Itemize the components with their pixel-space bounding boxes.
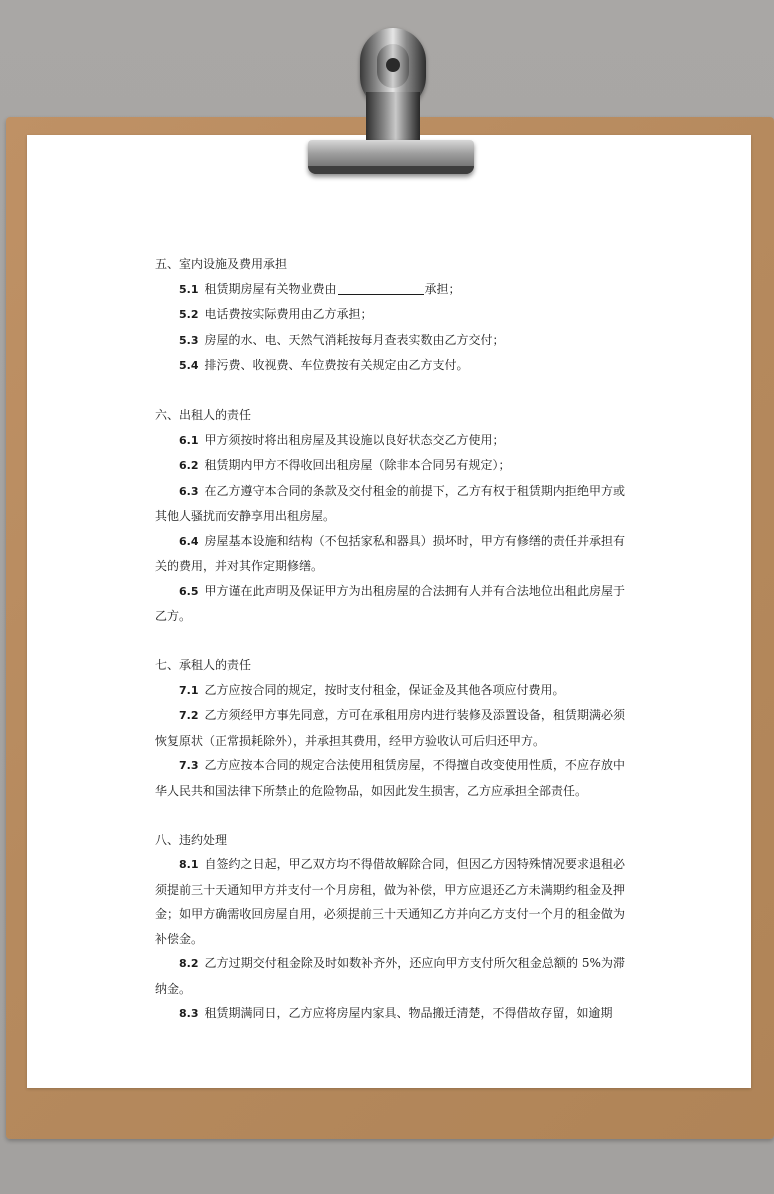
clause-text: 在乙方遵守本合同的条款及交付租金的前提下，乙方有权于租赁期内拒绝甲方或其他人骚扰而安静享用出租房屋。 bbox=[155, 483, 625, 523]
clause-7-1 bbox=[155, 678, 625, 704]
clause-8-3 bbox=[155, 1001, 625, 1027]
clause-text: 承担； bbox=[424, 281, 461, 296]
clause-text: 自签约之日起，甲乙双方均不得借故解除合同，但因乙方因特殊情况要求退租必须提前三十天通知甲方并支付一个月房租，做为补偿，甲方应退还乙方未满期约租金及押金；如甲方确需收回房屋自用，必须提前三十天通知乙方并向乙方支付一个月的租金做为补偿金。 bbox=[155, 857, 625, 946]
clause-text: 排污费、收视费、车位费按有关规定由乙方支付。 bbox=[204, 358, 469, 372]
clause-number: 6.1 bbox=[179, 433, 199, 447]
clause-5-1 bbox=[155, 277, 625, 303]
clause-number: 5.4 bbox=[179, 359, 199, 372]
clause-number: 6.4 bbox=[179, 534, 199, 548]
binder-clip-icon bbox=[300, 22, 476, 178]
clause-number: 6.2 bbox=[179, 459, 199, 472]
clause-text: 租赁期内甲方不得收回出租房屋（除非本合同另有规定）； bbox=[204, 458, 511, 472]
clause-6-5 bbox=[155, 579, 625, 629]
clause-text: 乙方应按本合同的规定合法使用租赁房屋，不得擅自改变使用性质，不应存放中华人民共和国法律下所禁止的危险物品，如因此发生损害，乙方应承担全部责任。 bbox=[155, 758, 625, 798]
clause-6-1 bbox=[155, 428, 625, 454]
clause-text: 乙方过期交付租金除及时如数补齐外，还应向甲方支付所欠租金总额的 5%为滞纳金。 bbox=[155, 956, 625, 996]
clause-number: 6.5 bbox=[179, 584, 199, 598]
section-8 bbox=[155, 828, 625, 1027]
clause-text: 租赁期房屋有关物业费由 bbox=[204, 281, 337, 296]
section-heading: 五、室内设施及费用承担 bbox=[155, 257, 288, 271]
clause-text: 乙方须经甲方事先同意，方可在承租用房内进行装修及添置设备，租赁期满必须恢复原状（正常损耗除外），并承担其费用，经甲方验收认可后归还甲方。 bbox=[155, 708, 625, 748]
clause-8-2 bbox=[155, 951, 625, 1001]
clause-8-1 bbox=[155, 852, 625, 951]
section-heading: 八、违约处理 bbox=[155, 832, 228, 847]
clause-number: 7.3 bbox=[179, 759, 199, 772]
clause-7-3 bbox=[155, 753, 625, 803]
clause-number: 8.3 bbox=[179, 1007, 199, 1020]
clause-text: 甲方谨在此声明及保证甲方为出租房屋的合法拥有人并有合法地位出租此房屋于乙方。 bbox=[155, 583, 625, 623]
section-heading: 七、承租人的责任 bbox=[155, 658, 252, 672]
clause-number: 7.2 bbox=[179, 709, 199, 722]
clause-text: 租赁期满同日，乙方应将房屋内家具、物品搬迁清楚，不得借故存留，如逾期 bbox=[204, 1006, 613, 1020]
clause-6-3 bbox=[155, 479, 625, 529]
section-7 bbox=[155, 653, 625, 803]
clause-text: 房屋基本设施和结构（不包括家私和器具）损坏时，甲方有修缮的责任并承担有关的费用，并对其作定期修缮。 bbox=[155, 533, 625, 573]
clause-5-4 bbox=[155, 353, 625, 379]
clause-text: 房屋的水、电、天然气消耗按每月查表实数由乙方交付； bbox=[204, 332, 505, 347]
clause-number: 5.2 bbox=[179, 308, 199, 321]
clause-number: 8.1 bbox=[179, 858, 199, 871]
section-heading: 六、出租人的责任 bbox=[155, 408, 252, 422]
clause-number: 7.1 bbox=[179, 683, 199, 697]
clause-5-2 bbox=[155, 302, 625, 328]
fill-in-blank bbox=[338, 282, 424, 295]
clause-6-4 bbox=[155, 529, 625, 579]
clause-number: 6.3 bbox=[179, 484, 199, 498]
section-5 bbox=[155, 252, 625, 379]
section-6 bbox=[155, 403, 625, 629]
clause-5-3 bbox=[155, 328, 625, 354]
clause-number: 8.2 bbox=[179, 957, 199, 970]
document-body bbox=[155, 252, 625, 1027]
clause-text: 电话费按实际费用由乙方承担； bbox=[204, 307, 373, 321]
clause-7-2 bbox=[155, 703, 625, 753]
clause-number: 5.3 bbox=[179, 333, 199, 347]
clause-text: 乙方应按合同的规定，按时支付租金，保证金及其他各项应付费用。 bbox=[204, 682, 565, 697]
clause-text: 甲方须按时将出租房屋及其设施以良好状态交乙方使用； bbox=[204, 432, 505, 447]
clause-number: 5.1 bbox=[179, 282, 199, 296]
clause-6-2 bbox=[155, 453, 625, 479]
